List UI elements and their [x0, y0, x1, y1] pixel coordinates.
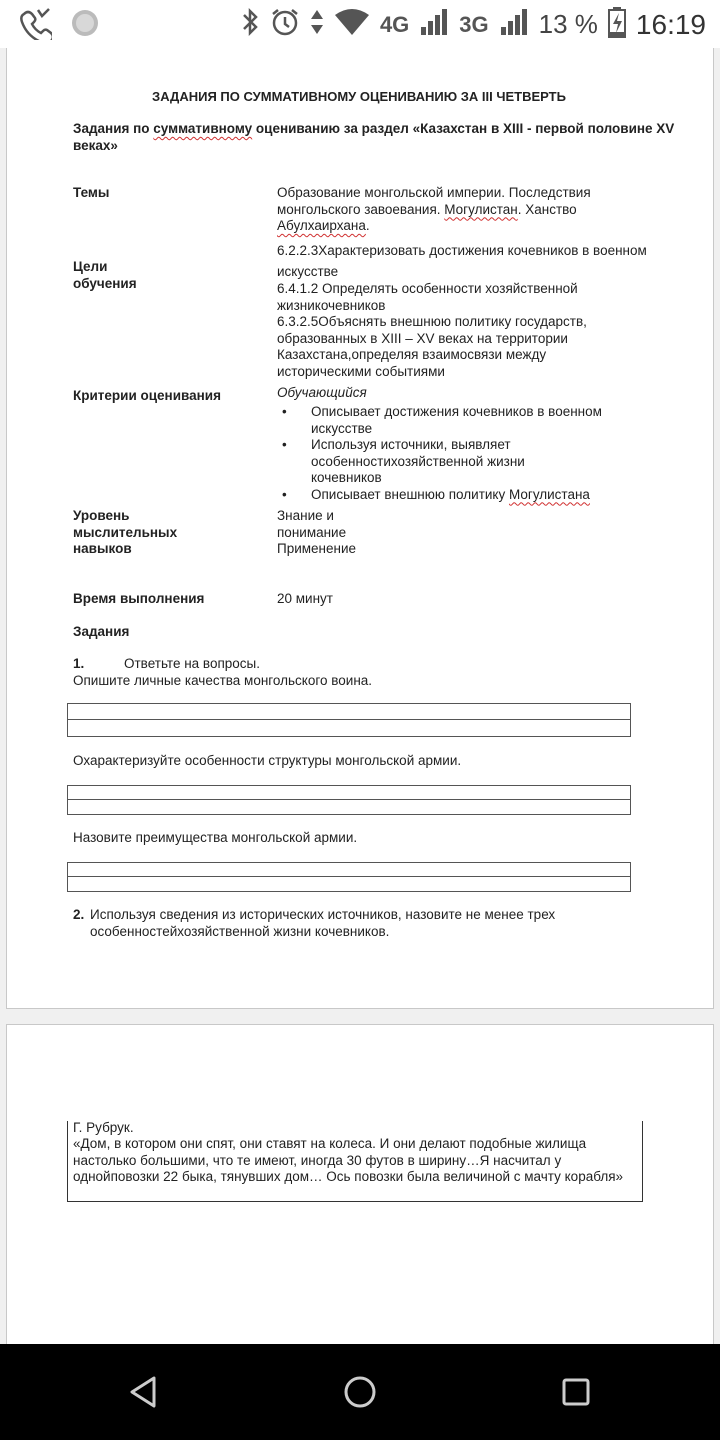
tasks-label: Задания — [73, 624, 130, 639]
alarm-icon — [270, 7, 300, 42]
topics-text: Образование монгольской империи. Последствия монгольского завоевания. Могулистан. Ханство Абулхаирхана. — [277, 185, 591, 233]
topics-label: Темы — [73, 185, 110, 200]
home-icon[interactable] — [340, 1372, 380, 1412]
signal-icon — [419, 7, 449, 42]
bluetooth-icon — [240, 7, 260, 42]
quote-author: Г. Рубрук. — [73, 1120, 134, 1135]
criteria-label: Критерии оценивания — [73, 388, 221, 403]
goal-3: 6.3.2.5Объяснять внешнюю политику государств, образованных в XIII – XV веках на территории Казахстана,определяя взаимосвязи между историческими событиями — [277, 314, 587, 379]
clock-time: 16:19 — [635, 8, 706, 40]
back-icon[interactable] — [124, 1372, 164, 1412]
recents-icon[interactable] — [556, 1372, 596, 1412]
question-3: Назовите преимущества монгольской армии. — [73, 830, 358, 845]
task-1-title: Ответьте на вопросы. — [124, 656, 260, 671]
goal-2: 6.4.1.2 Определять особенности хозяйственной жизникочевников — [277, 281, 578, 313]
loading-circle-icon — [70, 8, 100, 43]
section-title: Задания по суммативному оцениванию за раздел «Казахстан в XIII - первой половине XV веках» — [73, 121, 675, 153]
criteria-list — [277, 404, 657, 503]
signal-icon — [499, 7, 529, 42]
goal-1: 6.2.2.3Характеризовать достижения кочевников в военном — [277, 243, 647, 258]
missed-call-icon — [18, 6, 52, 45]
quote-text: «Дом, в котором они спят, они ставят на колеса. И они делают подобные жилища настолько большими, что те имеют, иногда 30 футов в ширину…Я насчитал у однойповозки 22 быка, тянувших дом… Ось повозки была величиной с мачту корабля» — [73, 1136, 624, 1184]
criteria-item: • Используя источники, выявляет особенностихозяйственной жизни кочевников — [277, 437, 657, 487]
answer-box-1[interactable] — [67, 703, 631, 737]
navigation-bar — [0, 1344, 720, 1440]
level-label: Уровень мыслительных навыков — [73, 508, 178, 556]
document-page-1 — [6, 48, 714, 1009]
network-3g-label: 3G — [459, 11, 489, 37]
goals-label: Цели обучения — [73, 259, 137, 291]
criteria-intro: Обучающийся — [277, 385, 367, 400]
question-1: Опишите личные качества монгольского воина. — [73, 673, 373, 688]
document-page-2 — [6, 1024, 714, 1345]
answer-box-3[interactable] — [67, 862, 631, 892]
criteria-item: • Описывает внешнюю политику Могулистана — [277, 487, 657, 504]
question-2: Охарактеризуйте особенности структуры монгольской армии. — [73, 753, 462, 768]
answer-box-2[interactable] — [67, 785, 631, 815]
data-arrows-icon — [310, 7, 324, 42]
level-text: Знание и понимание Применение — [277, 508, 357, 556]
time-label: Время выполнения — [73, 591, 205, 606]
wifi-icon — [334, 7, 370, 42]
status-bar — [0, 0, 720, 48]
task-2-text: Используя сведения из исторических источников, назовите не менее трех особенностейхозяйственной жизни кочевников. — [90, 907, 556, 939]
document-heading: ЗАДАНИЯ ПО СУММАТИВНОМУ ОЦЕНИВАНИЮ ЗА III ЧЕТВЕРТЬ — [152, 89, 566, 104]
goal-1-continued: искусстве — [277, 264, 339, 279]
criteria-item: • Описывает достижения кочевников в военном искусстве — [277, 404, 657, 437]
task-2-number: 2. — [73, 907, 85, 922]
time-value: 20 минут — [277, 591, 333, 606]
task-1-number: 1. — [73, 656, 85, 671]
battery-charging-icon — [608, 6, 626, 43]
battery-percent: 13 % — [538, 9, 598, 39]
network-4g-label: 4G — [379, 11, 410, 37]
